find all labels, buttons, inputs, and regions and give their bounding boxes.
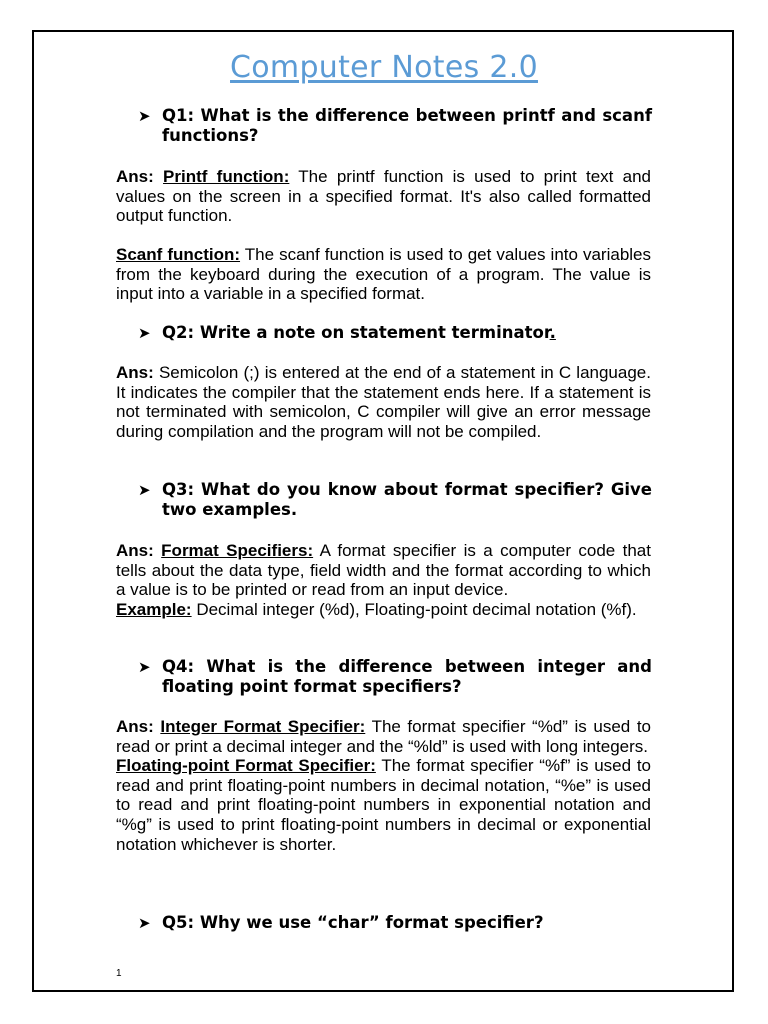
scanf-term: Scanf function:: [116, 245, 241, 264]
printf-text: The printf function is used to print text and values on the screen in a specified format. It's also called formatted output function.: [116, 167, 651, 226]
answer-2-text: Semicolon (;) is entered at the end of a statement in C language. It indicates the compiler that the statement ends here. If a statement is not terminated with semicolon, C compiler will give an error message during compilation and the program will not be compiled.: [116, 363, 651, 441]
question-3: [138, 480, 652, 520]
question-4-text: Q4: What is the difference between integer and floating point format specifiers?: [162, 657, 652, 696]
answer-3-text: A format specifier is a computer code that tells about the data type, field width and the format according to which a value is to be printed or read from an input device.: [116, 541, 651, 600]
question-5-text: Q5: Why we use “char” format specifier?: [162, 913, 544, 932]
arrow-bullet-icon: ➤: [138, 658, 151, 676]
arrow-bullet-icon: ➤: [138, 107, 151, 125]
question-2-end: .: [549, 323, 556, 342]
question-5: [138, 913, 652, 933]
answer-1-scanf: [116, 245, 651, 304]
answer-label: Ans:: [116, 167, 154, 186]
arrow-bullet-icon: ➤: [138, 914, 151, 932]
answer-2: [116, 363, 651, 441]
answer-3: [116, 541, 651, 619]
question-4: [138, 657, 652, 697]
answer-1-printf: [116, 167, 651, 226]
answer-4: [116, 717, 651, 854]
question-2-text: Q2: Write a note on statement terminator: [162, 323, 550, 342]
question-1-text: Q1: What is the difference between printf and scanf functions?: [162, 106, 652, 145]
integer-format-specifier-term: Integer Format Specifier:: [160, 717, 366, 736]
arrow-bullet-icon: ➤: [138, 481, 151, 499]
answer-label: Ans:: [116, 363, 154, 382]
question-2: [138, 323, 652, 343]
page-number: 1: [116, 968, 122, 979]
answer-label: Ans:: [116, 717, 154, 736]
example-term: Example:: [116, 599, 192, 619]
answer-label: Ans:: [116, 541, 154, 560]
example-text: Decimal integer (%d), Floating-point decimal notation (%f).: [196, 599, 637, 619]
scanf-text: The scanf function is used to get values into variables from the keyboard during the execution of a program. The value is input into a variable in a specified format.: [116, 245, 652, 304]
printf-term: Printf function:: [163, 167, 290, 186]
arrow-bullet-icon: ➤: [138, 324, 151, 342]
document-title: Computer Notes 2.0: [230, 50, 538, 85]
integer-format-specifier-text: The format specifier “%d” is used to read or print a decimal integer and the “%ld” is used with long integers.: [116, 717, 651, 756]
question-1: [138, 106, 652, 146]
format-specifiers-term: Format Specifiers:: [161, 541, 314, 560]
question-3-text: Q3: What do you know about format specifier? Give two examples.: [162, 480, 652, 519]
floating-point-format-specifier-term: Floating-point Format Specifier:: [116, 756, 376, 776]
floating-point-format-specifier-text: The format specifier “%f” is used to read and print floating-point numbers in decimal notation, “%e” is used to read and print floating-point numbers in exponential notation and “%g” is used to print floating-point numbers in decimal or exponential notation whichever is shorter.: [116, 756, 651, 854]
